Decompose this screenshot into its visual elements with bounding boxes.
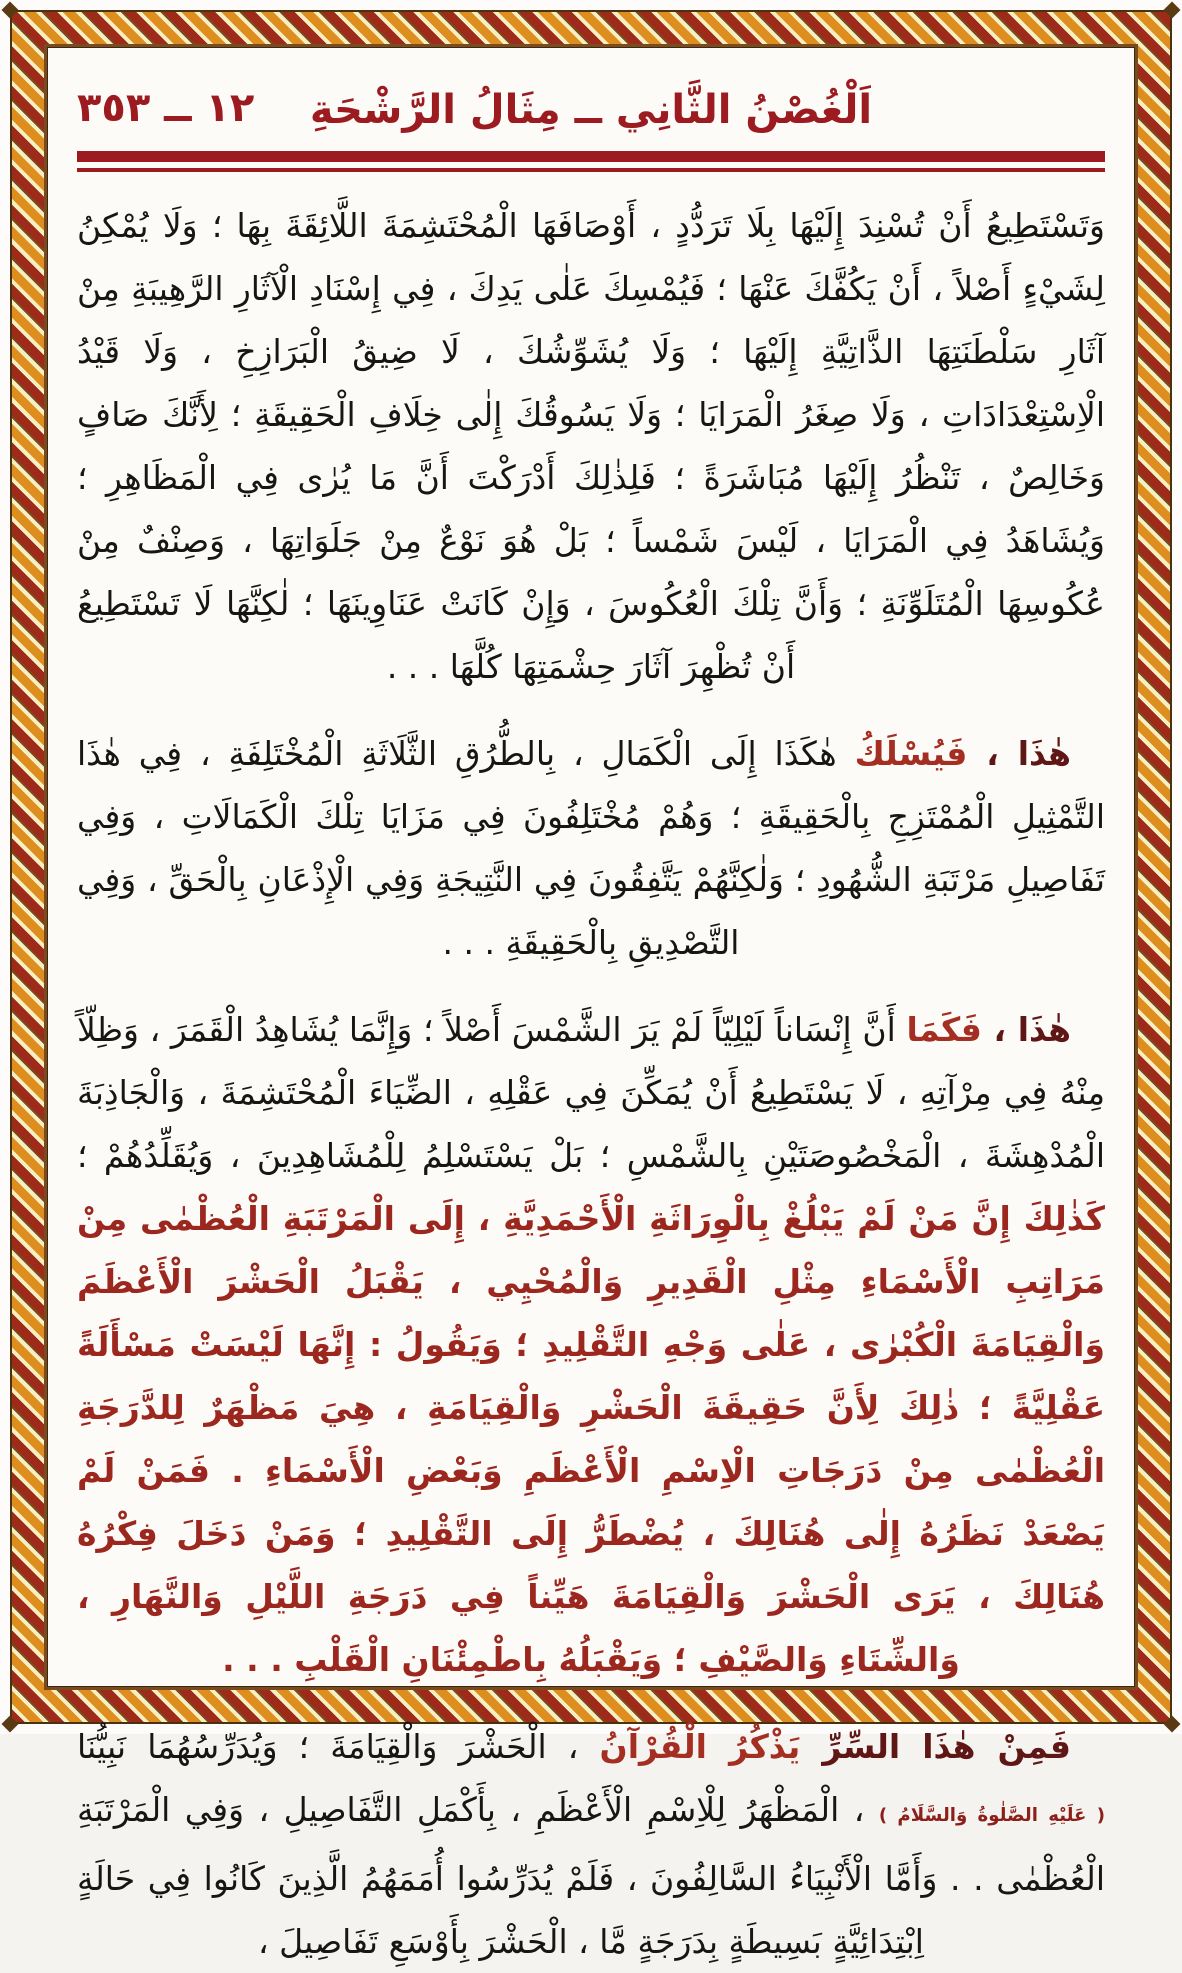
text-segment-maroon: فَمِنْ هٰذَا السِّرِّ bbox=[800, 1727, 1071, 1766]
body-text bbox=[77, 194, 1105, 1973]
text-segment-black: وَتَسْتَطِيعُ أَنْ تُسْنِدَ إِلَيْهَا بِلَا تَرَدُّدٍ ، أَوْصَافَهَا الْمُحْتَشِمَةَ اللَّائِقَةَ بِهَا ؛ وَلَا يُمْكِنُ لِشَيْءٍ أَصْلاً ، أَنْ يَكُفَّكَ عَنْهَا ؛ فَيُمْسِكَ عَلٰى يَدِكَ ، فِي إِسْنَادِ الْآثَارِ الرَّهِيبَةِ مِنْ آثَارِ سَلْطَنَتِهَا الذَّاتِيَّةِ إِلَيْهَا ؛ وَلَا يُشَوِّشُكَ ، لَا ضِيقُ الْبَرَازِخِ ، وَلَا قَيْدُ الْاِسْتِعْدَادَاتِ ، وَلَا صِغَرُ الْمَرَايَا ؛ وَلَا يَسُوقُكَ إِلٰى خِلَافِ الْحَقِيقَةِ ؛ لِأَنَّكَ صَافٍ وَخَالِصٌ ، تَنْظُرُ إِلَيْهَا مُبَاشَرَةً ؛ فَلِذٰلِكَ أَدْرَكْتَ أَنَّ مَا يُرٰى فِي الْمَظَاهِرِ ؛ وَيُشَاهَدُ فِي الْمَرَايَا ، لَيْسَ شَمْساً ؛ بَلْ هُوَ نَوْعٌ مِنْ جَلَوَاتِهَا ، وَصِنْفٌ مِنْ عُكُوسِهَا الْمُتَلَوِّنَةِ ؛ وَأَنَّ تِلْكَ الْعُكُوسَ ، وَإِنْ كَانَتْ عَنَاوِينَهَا ؛ لٰكِنَّهَا لَا تَسْتَطِيعُ أَنْ تُظْهِرَ آثَارَ حِشْمَتِهَا كُلَّهَا . . . bbox=[77, 206, 1105, 686]
page-number-marker: ١٢ ــ ٣٥٣ bbox=[77, 85, 255, 131]
text-segment-black: أَنَّ إِنْسَاناً لَيْلِيّاً لَمْ يَرَ الشَّمْسَ أَصْلاً ؛ وَإِنَّمَا يُشَاهِدُ الْقَمَرَ ، وَظِلّاً مِنْهُ فِي مِرْآتِهِ ، لَا يَسْتَطِيعُ أَنْ يُمَكِّنَ فِي عَقْلِهِ ، الضِّيَاءَ الْمُحْتَشِمَةَ ، وَالْجَاذِبَةَ الْمُدْهِشَةَ ، الْمَخْصُوصَتَيْنِ بِالشَّمْسِ ؛ بَلْ يَسْتَسْلِمُ لِلْمُشَاهِدِينَ ، وَيُقَلِّدُهُمْ ؛ bbox=[77, 1010, 1105, 1175]
text-segment-black: ، الْحَشْرَ وَالْقِيَامَةَ ؛ وَيُدَرِّسُهُمَا نَبِيُّنَا bbox=[77, 1727, 600, 1766]
text-segment-red: فَكَمَا bbox=[906, 1010, 982, 1049]
page-content bbox=[77, 81, 1105, 1961]
paragraph bbox=[77, 722, 1105, 974]
header-rule-thin bbox=[77, 168, 1105, 172]
text-segment-black: هٰكَذَا إِلَى الْكَمَالِ ، بِالطُّرُقِ الثَّلَاثَةِ الْمُخْتَلِفَةِ ، فِي هٰذَا التَّمْثِيلِ الْمُمْتَزِجِ بِالْحَقِيقَةِ ؛ وَهُمْ مُخْتَلِفُونَ فِي مَزَايَا تِلْكَ الْكَمَالَاتِ ، وَفِي تَفَاصِيلِ مَرْتَبَةِ الشُّهُودِ ؛ وَلٰكِنَّهُمْ يَتَّفِقُونَ فِي النَّتِيجَةِ وَفِي الْإِذْعَانِ بِالْحَقِّ ، وَفِي التَّصْدِيقِ بِالْحَقِيقَةِ . . . bbox=[77, 734, 1105, 962]
text-segment-maroon: هٰذَا ، bbox=[981, 1010, 1071, 1049]
salawat-seal: ( عَلَيْهِ الصَّلٰوةُ وَالسَّلَامُ ) bbox=[878, 1805, 1105, 1826]
text-segment-redbody: كَذٰلِكَ إِنَّ مَنْ لَمْ يَبْلُغْ بِالْوِرَاثَةِ الْأَحْمَدِيَّةِ ، إِلَى الْمَرْتَبَةِ الْعُظْمٰى مِنْ مَرَاتِبِ الْأَسْمَاءِ مِثْلِ الْقَدِيرِ وَالْمُحْيِي ، يَقْبَلُ الْحَشْرَ الْأَعْظَمَ وَالْقِيَامَةَ الْكُبْرٰى ، عَلٰى وَجْهِ التَّقْلِيدِ ؛ وَيَقُولُ : إِنَّهَا لَيْسَتْ مَسْأَلَةً عَقْلِيَّةً ؛ ذٰلِكَ لِأَنَّ حَقِيقَةَ الْحَشْرِ وَالْقِيَامَةِ ، هِيَ مَظْهَرٌ لِلدَّرَجَةِ الْعُظْمٰى مِنْ دَرَجَاتِ الْاِسْمِ الْأَعْظَمِ وَبَعْضِ الْأَسْمَاءِ . فَمَنْ لَمْ يَصْعَدْ نَظَرُهُ إِلٰى هُنَالِكَ ، يُضْطَرُّ إِلَى التَّقْلِيدِ ؛ وَمَنْ دَخَلَ فِكْرُهُ هُنَالِكَ ، يَرَى الْحَشْرَ وَالْقِيَامَةَ هَيِّناً فِي دَرَجَةِ اللَّيْلِ وَالنَّهَارِ ، وَالشِّتَاءِ وَالصَّيْفِ ؛ وَيَقْبَلُهُ بِاطْمِئْنَانِ الْقَلْبِ . . . bbox=[77, 1199, 1105, 1679]
header-rule-thick bbox=[77, 151, 1105, 162]
header-rule bbox=[77, 151, 1105, 172]
page-paper bbox=[44, 44, 1138, 1961]
paragraph bbox=[77, 998, 1105, 1691]
page-title: اَلْغُصْنُ الثَّانِي ــ مِثَالُ الرَّشْحَةِ bbox=[309, 87, 873, 133]
paragraph bbox=[77, 194, 1105, 698]
text-segment-black: ، الْمَظْهَرُ لِلْاِسْمِ الْأَعْظَمِ ، بِأَكْمَلِ التَّفَاصِيلِ ، وَفِي الْمَرْتَبَةِ الْعُظْمٰى . . وَأَمَّا الْأَنْبِيَاءُ السَّالِفُونَ ، فَلَمْ يُدَرِّسُوا أُمَمَهُمُ الَّذِينَ كَانُوا فِي حَالَةٍ اِبْتِدَائِيَّةٍ بَسِيطَةٍ بِدَرَجَةٍ مَّا ، الْحَشْرَ بِأَوْسَعِ تَفَاصِيلَ ، bbox=[77, 1790, 1105, 1961]
text-segment-red: يَذْكُرُ الْقُرْآنُ bbox=[599, 1727, 801, 1766]
text-segment-red: فَيُسْلَكُ bbox=[854, 734, 968, 773]
text-segment-maroon: هٰذَا ، bbox=[967, 734, 1071, 773]
paragraph bbox=[77, 1715, 1105, 1973]
page-header bbox=[77, 81, 1105, 143]
